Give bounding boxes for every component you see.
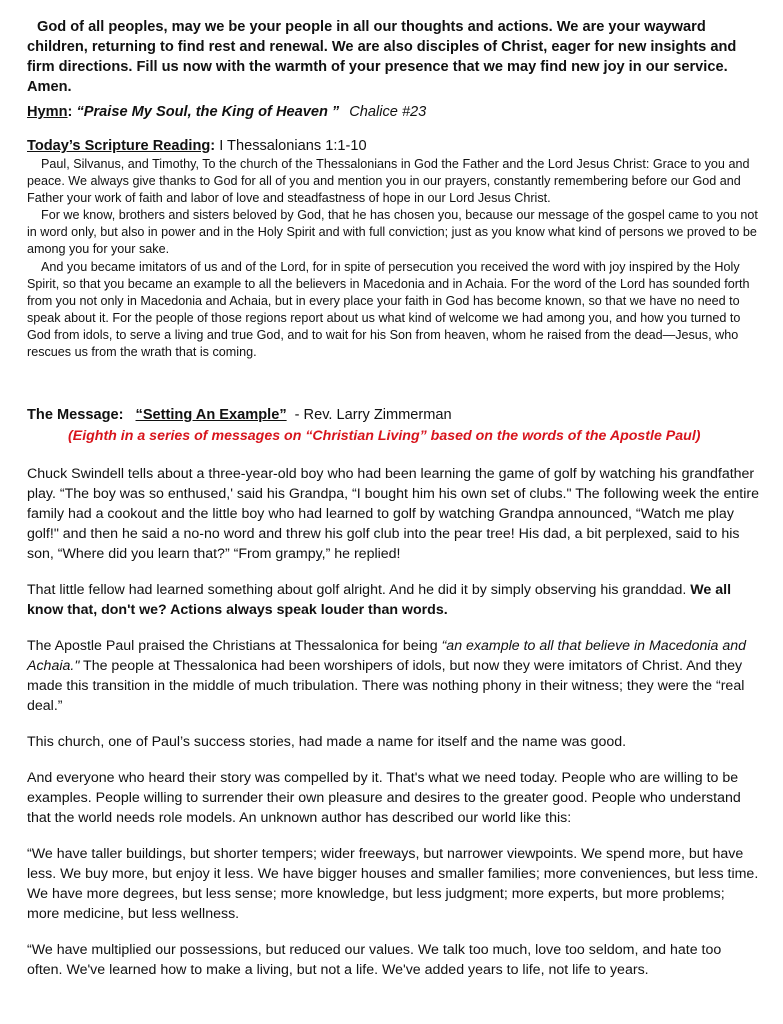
hymn-line xyxy=(27,102,760,122)
message-heading xyxy=(27,405,760,425)
sermon-body xyxy=(27,464,760,996)
sermon-paragraph: This church, one of Paul’s success stories, had made a name for itself and the name was good. xyxy=(27,734,627,750)
scripture-label: Today’s Scripture Reading xyxy=(27,138,211,154)
opening-prayer: God of all peoples, may we be your people in all our thoughts and actions. We are your wayward children, returning to find rest and renewal. We are also disciples of Christ, eager for new insights and firm directions. Fill us now with the warmth of your presence that we may find new joy in our service. Amen. xyxy=(27,19,737,95)
scripture-paragraph: And you became imitators of us and of the Lord, for in spite of persecution you received the word with joy inspired by the Holy Spirit, so that you became an example to all the believers in Macedonia and in Achaia. For the word of the Lord has sounded forth from you not only in Macedonia and Achaia, but in every place your faith in God has become known, so that we have no need to speak about it. For the people of those regions report about us what kind of welcome we had among you, and how you turned to God from idols, to serve a living and true God, and to wait for his Son from heaven, whom he raised from the dead—Jesus, who rescues us from the wrath that is coming. xyxy=(27,259,750,360)
scripture-paragraph: Paul, Silvanus, and Timothy, To the church of the Thessalonians in God the Father and the Lord Jesus Christ: Grace to you and peace. We always give thanks to God for all of you and mention you in our prayers, constantly remembering before our God and Father your work of faith and labor of love and steadfastness of hope in our Lord Jesus Christ. xyxy=(27,157,750,206)
message-author: - Rev. Larry Zimmerman xyxy=(294,407,452,423)
message-label: The Message: xyxy=(27,407,124,423)
hymn-separator: : xyxy=(67,104,77,120)
scripture-quote: “an example to all that believe in Macedonia and Achaia." xyxy=(27,638,747,674)
sermon-paragraph: “We have taller buildings, but shorter tempers; wider freeways, but narrower viewpoints. We spend more, but have less. We buy more, but enjoy it less. We have bigger houses and smaller families; more conveniences, but less time. We have more degrees, but less sense; more knowledge, but less judgment; more experts, but more problems; more medicine, but less wellness. xyxy=(27,846,759,922)
series-note: (Eighth in a series of messages on “Christian Living” based on the words of the Apostle Paul) xyxy=(68,428,701,444)
paragraph-text: That little fellow had learned something about golf alright. And he did it by simply observing his granddad. xyxy=(27,582,691,598)
sermon-paragraph: And everyone who heard their story was compelled by it. That's what we need today. People who are willing to be examples. People willing to surrender their own pleasure and desires to the greater good. People who understand that the world needs role models. An unknown author has described our world like this: xyxy=(27,770,741,826)
scripture-reading xyxy=(27,156,760,361)
message-title: “Setting An Example” xyxy=(135,407,287,423)
paragraph-text: The Apostle Paul praised the Christians at Thessalonica for being xyxy=(27,638,442,654)
sermon-paragraph: “We have multiplied our possessions, but reduced our values. We talk too much, love too seldom, and hate too often. We've learned how to make a living, but not a life. We've added years to life, not life to years. xyxy=(27,942,722,978)
hymn-label: Hymn xyxy=(27,104,68,120)
sermon-paragraph xyxy=(27,580,760,620)
sermon-paragraph: Chuck Swindell tells about a three-year-old boy who had been learning the game of golf by watching his grandfather play. “The boy was so enthused,' said his Grandpa, “I bought him his own set of clubs." The following week the entire family had a cookout and the little boy who had learned to golf by watching Grandpa announced, “Watch me play golf!" and then he said a no-no word and threw his golf club into the pear tree! His dad, a bit perplexed, said to his son, “Where did you learn that?” “From grampy,” he replied! xyxy=(27,466,759,562)
scripture-separator: : xyxy=(210,138,220,154)
emphasis-text: We all know that, don't we? Actions always speak louder than words. xyxy=(27,582,732,618)
scripture-paragraph: For we know, brothers and sisters beloved by God, that he has chosen you, because our message of the gospel came to you not in word only, but also in power and in the Holy Spirit and with full conviction; just as you know what kind of persons we proved to be among you for your sake. xyxy=(27,208,758,257)
hymn-reference: Chalice #23 xyxy=(349,104,427,120)
sermon-paragraph xyxy=(27,636,760,716)
paragraph-text: The people at Thessalonica had been worshipers of idols, but now they were imitators of Christ. And they made this transition in the middle of much tribulation. There was nothing phony in their witness; they were the “real deal.” xyxy=(27,658,745,714)
scripture-reference: I Thessalonians 1:1-10 xyxy=(219,138,367,154)
scripture-heading xyxy=(27,136,760,156)
hymn-title: “Praise My Soul, the King of Heaven ” xyxy=(76,104,340,120)
